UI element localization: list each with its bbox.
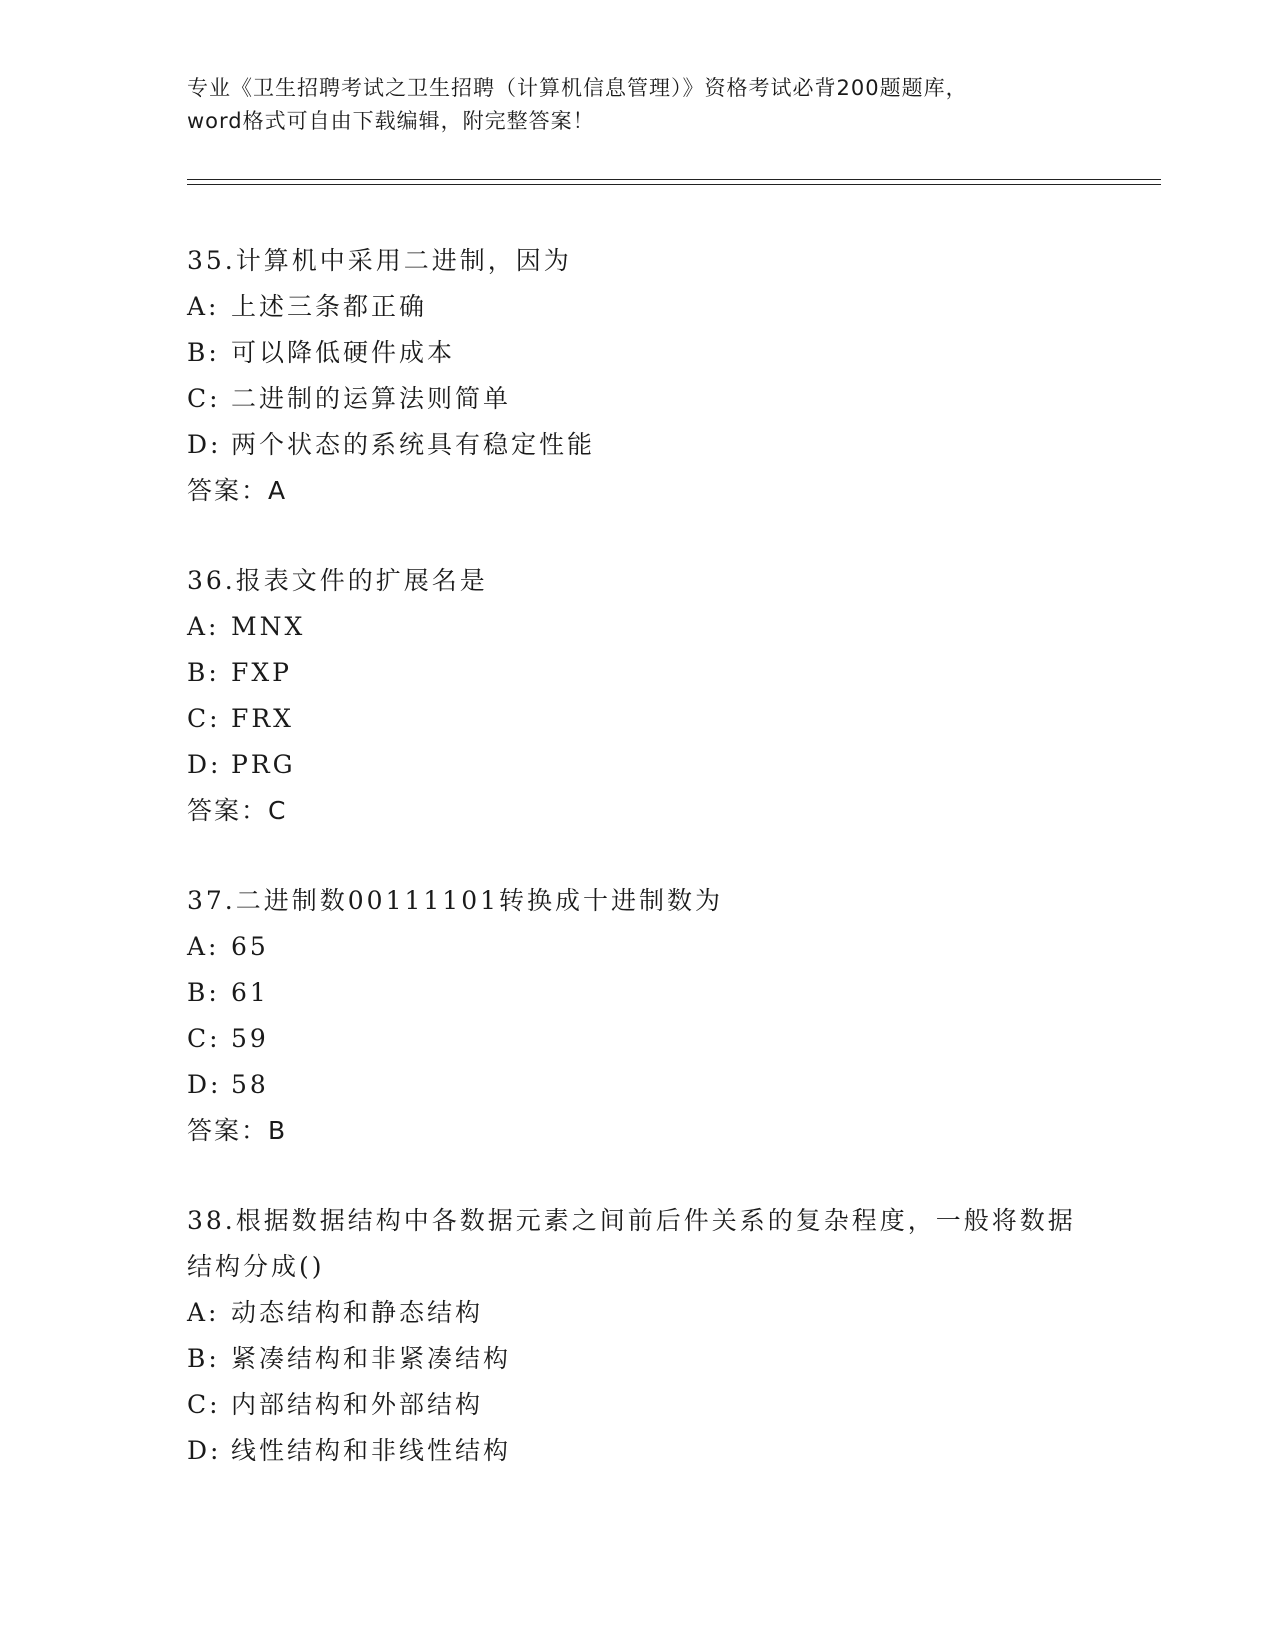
option-label: D: bbox=[187, 430, 222, 459]
option-b bbox=[187, 1336, 1087, 1382]
option-a bbox=[187, 924, 1087, 970]
option-c bbox=[187, 1382, 1087, 1428]
option-text: 65 bbox=[231, 932, 269, 961]
option-label: D: bbox=[187, 750, 222, 779]
question-38 bbox=[187, 1198, 1087, 1474]
option-text: 两个状态的系统具有稳定性能 bbox=[231, 430, 596, 459]
option-text: 61 bbox=[231, 978, 269, 1007]
question-stem: 38.根据数据结构中各数据元素之间前后件关系的复杂程度，一般将数据结构分成() bbox=[187, 1206, 1076, 1281]
option-text: PRG bbox=[231, 750, 296, 779]
option-label: B: bbox=[187, 978, 220, 1007]
option-d bbox=[187, 742, 1087, 788]
question-list bbox=[187, 238, 1087, 1518]
option-label: C: bbox=[187, 1390, 221, 1419]
option-a bbox=[187, 604, 1087, 650]
option-c bbox=[187, 696, 1087, 742]
question-stem: 36.报表文件的扩展名是 bbox=[187, 566, 488, 595]
option-c bbox=[187, 1016, 1087, 1062]
option-label: A: bbox=[187, 292, 220, 321]
question-37 bbox=[187, 878, 1087, 1154]
option-b bbox=[187, 970, 1087, 1016]
header-divider-top bbox=[187, 179, 1161, 180]
question-35 bbox=[187, 238, 1087, 514]
option-text: 动态结构和静态结构 bbox=[231, 1298, 484, 1327]
option-label: C: bbox=[187, 1024, 221, 1053]
option-text: 线性结构和非线性结构 bbox=[231, 1436, 512, 1465]
option-text: FXP bbox=[231, 658, 292, 687]
answer-line: 答案：C bbox=[187, 796, 288, 825]
option-c bbox=[187, 376, 1087, 422]
answer-line: 答案：B bbox=[187, 1116, 288, 1145]
option-label: A: bbox=[187, 1298, 220, 1327]
option-label: C: bbox=[187, 704, 221, 733]
option-text: 紧凑结构和非紧凑结构 bbox=[231, 1344, 512, 1373]
option-label: A: bbox=[187, 932, 220, 961]
option-text: 59 bbox=[231, 1024, 269, 1053]
option-text: 58 bbox=[231, 1070, 269, 1099]
question-36 bbox=[187, 558, 1087, 834]
option-text: 内部结构和外部结构 bbox=[231, 1390, 484, 1419]
option-b bbox=[187, 650, 1087, 696]
option-label: B: bbox=[187, 1344, 220, 1373]
option-text: MNX bbox=[231, 612, 306, 641]
option-a bbox=[187, 284, 1087, 330]
option-label: C: bbox=[187, 384, 221, 413]
answer-line: 答案：A bbox=[187, 476, 288, 505]
option-label: D: bbox=[187, 1436, 222, 1465]
document-header bbox=[187, 72, 1087, 138]
option-text: 可以降低硬件成本 bbox=[231, 338, 456, 367]
option-b bbox=[187, 330, 1087, 376]
header-divider-bottom bbox=[187, 184, 1161, 185]
option-label: D: bbox=[187, 1070, 222, 1099]
header-title-line-1: 专业《卫生招聘考试之卫生招聘（计算机信息管理）》资格考试必背200题题库， bbox=[187, 76, 968, 100]
option-label: B: bbox=[187, 658, 220, 687]
option-d bbox=[187, 1062, 1087, 1108]
option-label: A: bbox=[187, 612, 220, 641]
option-text: 二进制的运算法则简单 bbox=[231, 384, 512, 413]
question-stem: 37.二进制数00111101转换成十进制数为 bbox=[187, 886, 724, 915]
option-d bbox=[187, 422, 1087, 468]
option-text: FRX bbox=[231, 704, 294, 733]
option-a bbox=[187, 1290, 1087, 1336]
option-text: 上述三条都正确 bbox=[231, 292, 428, 321]
question-stem: 35.计算机中采用二进制，因为 bbox=[187, 246, 572, 275]
option-label: B: bbox=[187, 338, 220, 367]
option-d bbox=[187, 1428, 1087, 1474]
header-title-line-2: word格式可自由下载编辑，附完整答案！ bbox=[187, 109, 595, 133]
